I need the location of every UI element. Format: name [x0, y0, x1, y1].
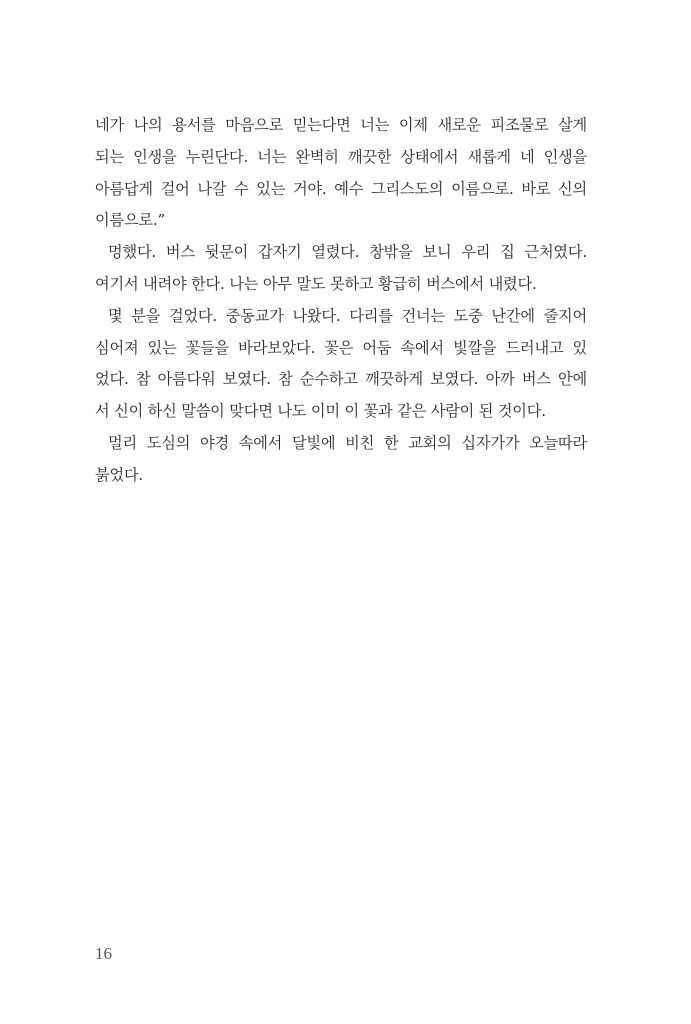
text-line: 되는 인생을 누린단다. 너는 완벽히 깨끗한 상태에서 새롭게 네 인생을 [95, 147, 587, 166]
text-line: 심어져 있는 꽃들을 바라보았다. 꽃은 어둠 속에서 빛깔을 드러내고 있 [95, 338, 587, 357]
text-line: 서 신이 하신 말씀이 맞다면 나도 이미 이 꽃과 같은 사람이 된 것이다. [95, 402, 546, 421]
text-line: 여기서 내려야 한다. 나는 아무 말도 못하고 황급히 버스에서 내렸다. [95, 274, 537, 293]
text-line: 었다. 참 아름다워 보였다. 참 순수하고 깨끗하게 보였다. 아까 버스 안에 [95, 370, 587, 389]
paragraph-start-line: 멍했다. 버스 뒷문이 갑자기 열렸다. 창밖을 보니 우리 집 근처였다. [108, 243, 587, 262]
paragraph-start-line: 멀리 도심의 야경 속에서 달빛에 비친 한 교회의 십자가가 오늘따라 [108, 433, 587, 452]
text-line: 아름답게 걸어 나갈 수 있는 거야. 예수 그리스도의 이름으로. 바로 신의 [95, 179, 587, 198]
text-line: 네가 나의 용서를 마음으로 믿는다면 너는 이제 새로운 피조물로 살게 [95, 116, 587, 134]
text-line: 이름으로.” [95, 211, 166, 230]
paragraph-start-line: 몇 분을 걸었다. 중동교가 나왔다. 다리를 건너는 도중 난간에 줄지어 [108, 306, 587, 325]
page-number: 16 [95, 944, 112, 963]
body-text [95, 110, 587, 492]
text-line: 붉었다. [95, 465, 144, 484]
